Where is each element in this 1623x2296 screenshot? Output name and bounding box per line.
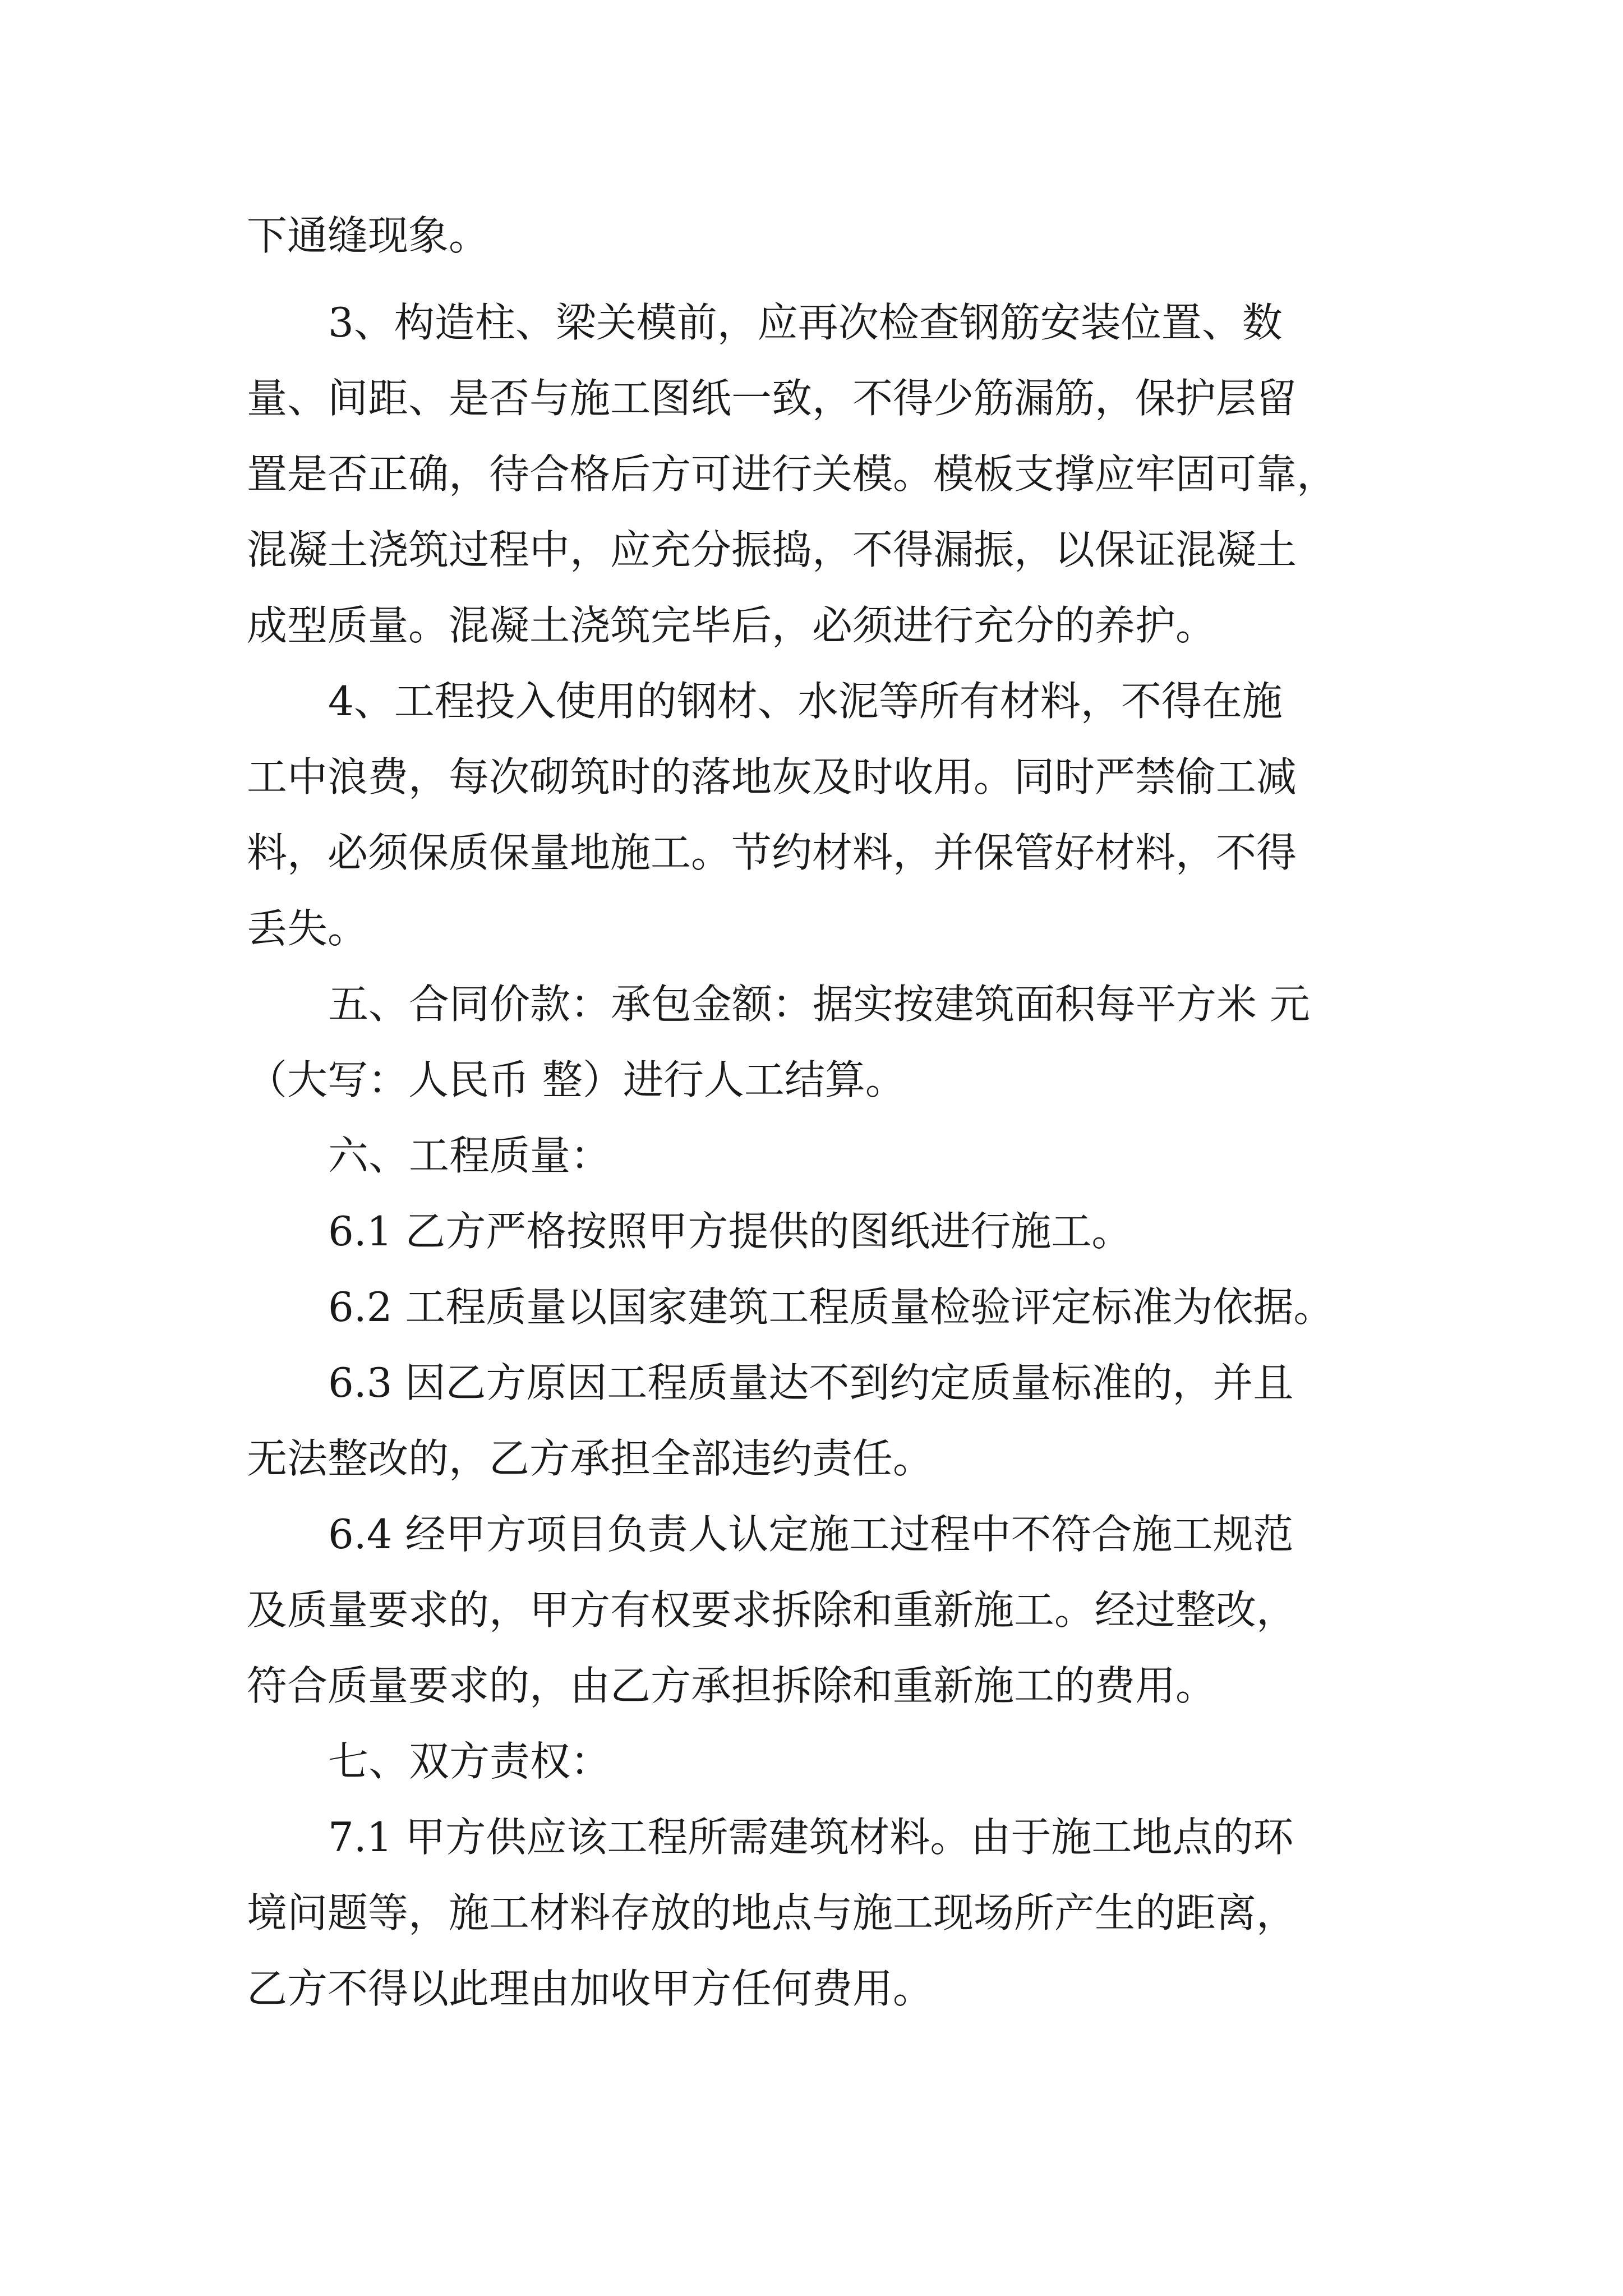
text-line: 六、工程质量： xyxy=(328,1132,611,1179)
text-line: 七、双方责权： xyxy=(328,1738,611,1785)
text-line: 3、构造柱、梁关模前，应再次检查钢筋安装位置、数 xyxy=(328,299,1283,346)
text-line: 置是否正确，待合格后方可进行关模。模板支撑应牢固可靠， xyxy=(247,450,1338,498)
text-line: 6.2 工程质量以国家建筑工程质量检验评定标准为依据。 xyxy=(328,1283,1334,1331)
text-line: 境问题等，施工材料存放的地点与施工现场所产生的距离， xyxy=(247,1889,1297,1936)
text-line: 7.1 甲方供应该工程所需建筑材料。由于施工地点的环 xyxy=(328,1814,1294,1861)
text-line: 料，必须保质保量地施工。节约材料，并保管好材料，不得 xyxy=(247,829,1297,876)
text-line: 无法整改的，乙方承担全部违约责任。 xyxy=(247,1435,934,1482)
text-line: 6.1 乙方严格按照甲方提供的图纸进行施工。 xyxy=(328,1208,1132,1255)
text-line: 4、工程投入使用的钢材、水泥等所有材料，不得在施 xyxy=(328,678,1283,725)
text-line: （大写：人民币 整）进行人工结算。 xyxy=(247,1056,906,1103)
text-line: 及质量要求的，甲方有权要求拆除和重新施工。经过整改， xyxy=(247,1586,1297,1634)
text-line: 混凝土浇筑过程中，应充分振捣，不得漏振，以保证混凝土 xyxy=(247,526,1297,573)
text-line: 丢失。 xyxy=(247,905,368,952)
text-line: 五、合同价款：承包金额：据实按建筑面积每平方米 元 xyxy=(328,981,1310,1028)
text-line: 乙方不得以此理由加收甲方任何费用。 xyxy=(247,1965,934,2012)
text-line: 工中浪费，每次砌筑时的落地灰及时收用。同时严禁偷工减 xyxy=(247,753,1297,800)
text-line: 6.4 经甲方项目负责人认定施工过程中不符合施工规范 xyxy=(328,1511,1294,1558)
text-line: 成型质量。混凝土浇筑完毕后，必须进行充分的养护。 xyxy=(247,602,1216,649)
text-line: 6.3 因乙方原因工程质量达不到约定质量标准的，并且 xyxy=(328,1359,1294,1406)
text-line: 符合质量要求的，由乙方承担拆除和重新施工的费用。 xyxy=(247,1662,1216,1709)
text-line: 量、间距、是否与施工图纸一致，不得少筋漏筋，保护层留 xyxy=(247,375,1297,422)
text-line: 下通缝现象。 xyxy=(247,212,490,259)
